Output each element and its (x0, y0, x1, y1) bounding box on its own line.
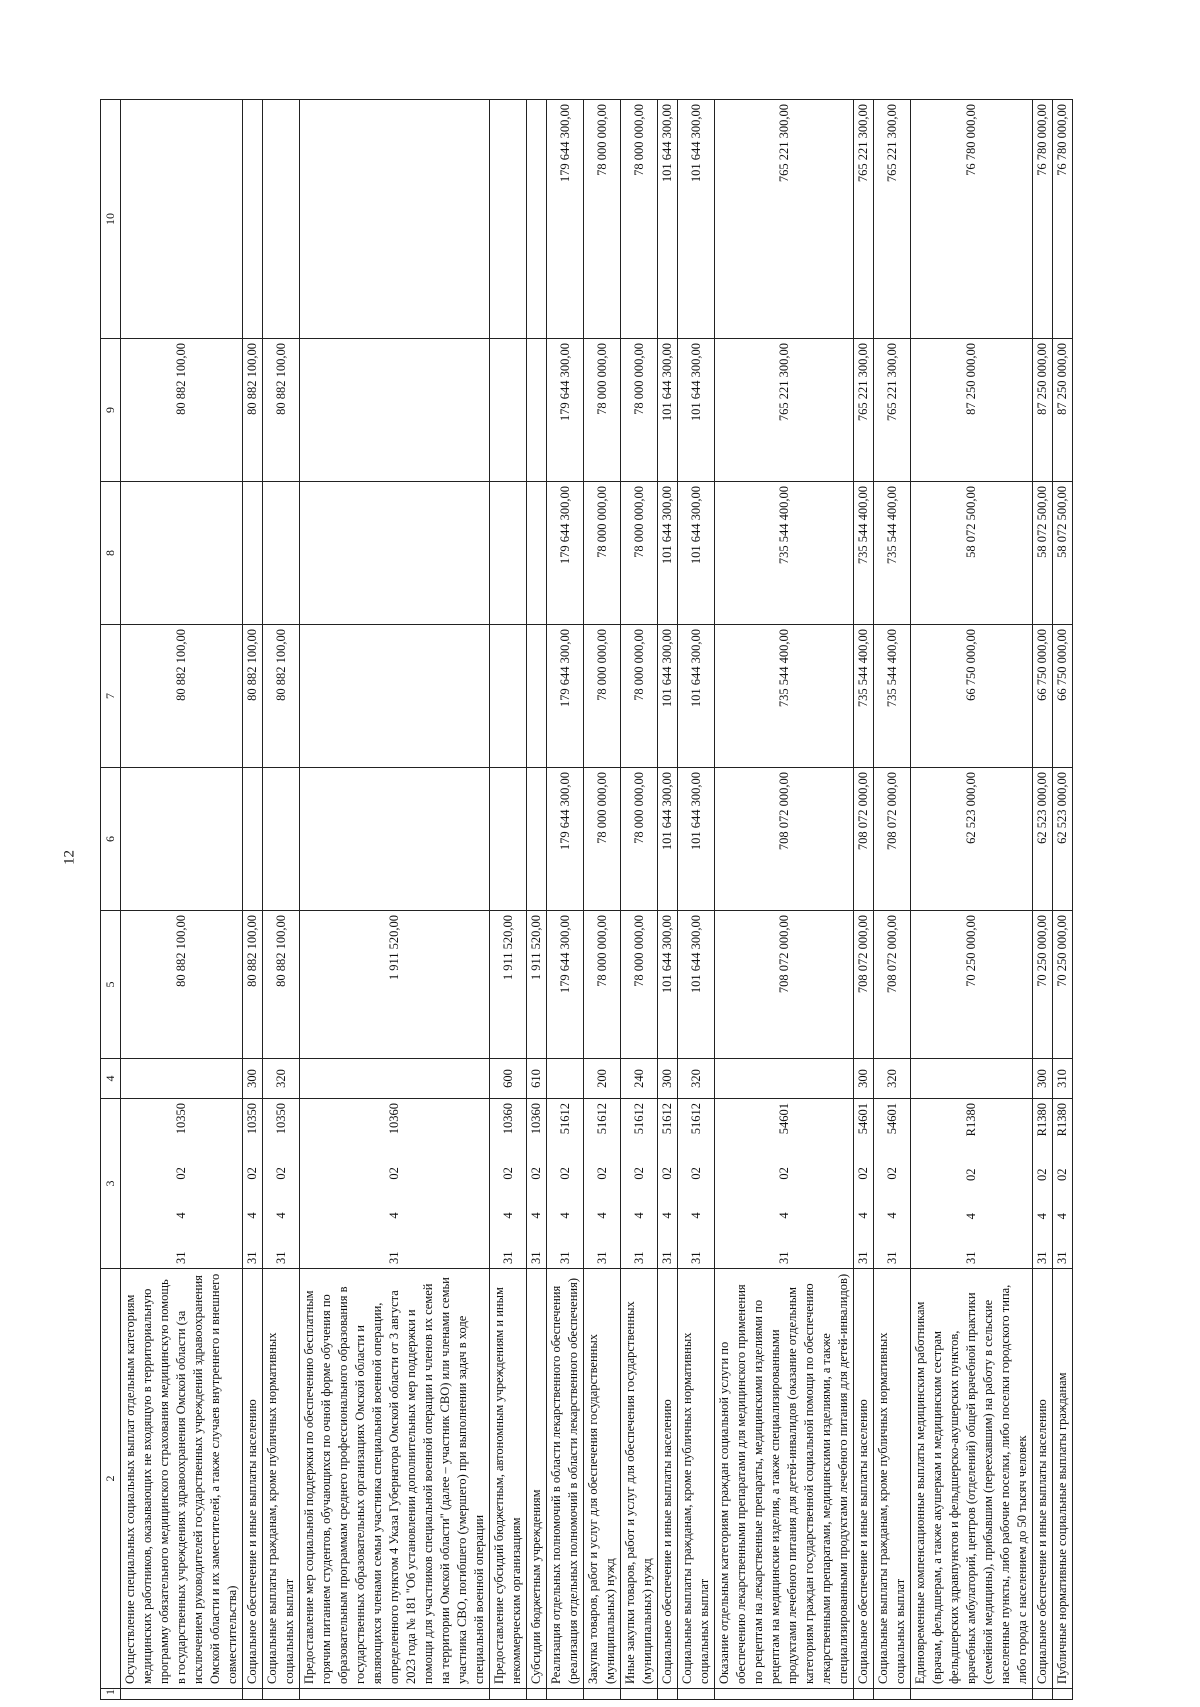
code-part-c3: 02 (387, 1167, 401, 1180)
code-part-c4: 51612 (660, 1103, 674, 1135)
code-part-c4: R1380 (1055, 1103, 1069, 1137)
row-marker-cell (300, 1689, 490, 1700)
row-value-8: 78 000 000,00 (584, 482, 621, 625)
code-part-c4: 10360 (500, 1103, 515, 1135)
row-code (263, 1099, 300, 1269)
table-row (621, 100, 658, 1700)
row-expense-type: 320 (874, 1059, 911, 1099)
code-part-c2: 4 (1055, 1213, 1069, 1220)
row-value-8 (527, 482, 547, 625)
row-value-5: 78 000 000,00 (584, 911, 621, 1059)
row-marker-cell (1033, 1689, 1053, 1700)
page-number: 12 (61, 850, 78, 865)
table-row (874, 100, 911, 1700)
row-value-9: 87 250 000,00 (911, 339, 1033, 482)
header-cell: 7 (101, 625, 121, 768)
row-value-8 (243, 482, 263, 625)
row-expense-type: 310 (1053, 1059, 1073, 1099)
code-part-c3: 02 (529, 1167, 543, 1180)
row-value-6 (263, 768, 300, 911)
row-value-7: 66 750 000,00 (1053, 625, 1073, 768)
row-value-7 (490, 625, 527, 768)
table-row (678, 100, 715, 1700)
row-value-5: 70 250 000,00 (1053, 911, 1073, 1059)
row-marker-cell (121, 1689, 243, 1700)
row-value-9 (527, 339, 547, 482)
header-cell: 4 (101, 1059, 121, 1099)
row-name: Предоставление мер социальной поддержки по обеспечению бесплатным горячим питанием студентов, обучающихся по очной форме обучения по образовательным программам среднего профессионального образования в государственных образовательных организациях Омской области и являющихся членами семьи участника специальной военной операции, определенного пунктом 4 Указа Губернатора Омской области от 3 августа 2023 года № 181 "Об установлении дополнительных мер поддержки и помощи для участников специальной военной операции и членов их семей на территории Омской области" (далее – участник СВО) или членами семьи участника СВО, погибшего (умершего) при выполнении задач в ходе специальной военной операции (300, 1269, 490, 1689)
row-value-10: 76 780 000,00 (911, 100, 1033, 339)
row-value-10: 765 221 300,00 (874, 100, 911, 339)
code-part-c3: 02 (964, 1168, 978, 1181)
row-value-5: 1 911 520,00 (490, 911, 527, 1059)
row-value-10 (300, 100, 490, 339)
row-name: Социальные выплаты гражданам, кроме публичных нормативных социальных выплат (874, 1269, 911, 1689)
row-name: Предоставление субсидий бюджетным, автономным учреждениям и иным некоммерческим организациям (490, 1269, 527, 1689)
code-part-c3: 02 (631, 1167, 646, 1180)
table-row (911, 100, 1033, 1700)
row-value-9 (300, 339, 490, 482)
table-row (1033, 100, 1053, 1700)
row-value-6: 62 523 000,00 (1033, 768, 1053, 911)
row-expense-type: 610 (527, 1059, 547, 1099)
header-cell: 10 (101, 100, 121, 339)
code-part-c2: 4 (174, 1212, 188, 1219)
code-part-c4: 54601 (884, 1103, 899, 1135)
row-value-7: 66 750 000,00 (911, 625, 1033, 768)
code-part-c4: 10350 (174, 1103, 188, 1135)
code-part-c2: 4 (688, 1212, 703, 1219)
row-value-10: 76 780 000,00 (1053, 100, 1073, 339)
row-marker-cell (874, 1689, 911, 1700)
row-marker-cell (527, 1689, 547, 1700)
row-code (854, 1099, 874, 1269)
header-row (101, 100, 121, 1700)
row-value-7 (300, 625, 490, 768)
row-value-8: 78 000 000,00 (621, 482, 658, 625)
row-code (621, 1099, 658, 1269)
row-value-6: 179 644 300,00 (547, 768, 584, 911)
code-part-c1: 31 (273, 1251, 288, 1264)
table-row (1053, 100, 1073, 1700)
row-name: Субсидии бюджетным учреждениям (527, 1269, 547, 1689)
code-part-c1: 31 (964, 1251, 978, 1264)
row-expense-type (547, 1059, 584, 1099)
row-value-7: 735 544 400,00 (874, 625, 911, 768)
row-marker-cell (854, 1689, 874, 1700)
code-part-c3: 02 (884, 1167, 899, 1180)
code-part-c1: 31 (245, 1251, 259, 1264)
row-expense-type: 300 (243, 1059, 263, 1099)
row-value-6: 62 523 000,00 (911, 768, 1033, 911)
row-value-10 (490, 100, 527, 339)
code-part-c4: 51612 (631, 1103, 646, 1135)
row-expense-type: 300 (658, 1059, 678, 1099)
row-value-5: 70 250 000,00 (911, 911, 1033, 1059)
code-part-c2: 4 (776, 1212, 791, 1219)
code-part-c2: 4 (245, 1212, 259, 1219)
code-part-c4: 51612 (688, 1103, 703, 1135)
row-expense-type: 320 (678, 1059, 715, 1099)
code-part-c2: 4 (273, 1212, 288, 1219)
code-part-c4: 51612 (594, 1103, 609, 1135)
row-code (1033, 1099, 1053, 1269)
row-value-7: 80 882 100,00 (243, 625, 263, 768)
code-part-c1: 31 (594, 1251, 609, 1264)
row-value-6: 101 644 300,00 (658, 768, 678, 911)
code-part-c4: 10350 (273, 1103, 288, 1135)
row-name: Социальное обеспечение и иные выплаты населению (243, 1269, 263, 1689)
row-value-6: 708 072 000,00 (854, 768, 874, 911)
row-code (584, 1099, 621, 1269)
code-part-c2: 4 (660, 1212, 674, 1219)
row-code (527, 1099, 547, 1269)
row-value-5: 80 882 100,00 (263, 911, 300, 1059)
row-code (1053, 1099, 1073, 1269)
row-expense-type: 320 (263, 1059, 300, 1099)
header-cell: 5 (101, 911, 121, 1059)
code-part-c1: 31 (660, 1251, 674, 1264)
row-value-10: 78 000 000,00 (584, 100, 621, 339)
code-part-c1: 31 (557, 1251, 572, 1264)
row-value-9: 80 882 100,00 (263, 339, 300, 482)
row-value-9: 101 644 300,00 (678, 339, 715, 482)
row-value-9: 78 000 000,00 (584, 339, 621, 482)
row-value-10: 101 644 300,00 (658, 100, 678, 339)
row-name: Социальные выплаты гражданам, кроме публичных нормативных социальных выплат (678, 1269, 715, 1689)
row-value-5: 101 644 300,00 (658, 911, 678, 1059)
row-value-10 (121, 100, 243, 339)
code-part-c3: 02 (856, 1167, 870, 1180)
row-value-6: 708 072 000,00 (715, 768, 854, 911)
row-value-5: 179 644 300,00 (547, 911, 584, 1059)
row-marker-cell (621, 1689, 658, 1700)
row-code (715, 1099, 854, 1269)
table-body (101, 100, 1073, 1700)
row-code (911, 1099, 1033, 1269)
row-value-6: 78 000 000,00 (621, 768, 658, 911)
row-code (300, 1099, 490, 1269)
code-part-c2: 4 (964, 1213, 978, 1220)
row-name: Закупка товаров, работ и услуг для обеспечения государственных (муниципальных) нужд (584, 1269, 621, 1689)
row-value-9: 765 221 300,00 (874, 339, 911, 482)
row-expense-type: 240 (621, 1059, 658, 1099)
row-value-10 (527, 100, 547, 339)
row-expense-type (715, 1059, 854, 1099)
row-value-8 (263, 482, 300, 625)
row-value-5: 1 911 520,00 (300, 911, 490, 1059)
row-value-10: 765 221 300,00 (715, 100, 854, 339)
row-marker-cell (715, 1689, 854, 1700)
row-value-8: 735 544 400,00 (715, 482, 854, 625)
code-part-c3: 02 (500, 1167, 515, 1180)
row-value-5: 78 000 000,00 (621, 911, 658, 1059)
row-value-6 (243, 768, 263, 911)
row-code (547, 1099, 584, 1269)
row-value-8 (490, 482, 527, 625)
row-value-5: 80 882 100,00 (243, 911, 263, 1059)
code-part-c4: R1380 (1035, 1103, 1049, 1137)
row-value-7: 101 644 300,00 (678, 625, 715, 768)
row-value-5: 708 072 000,00 (854, 911, 874, 1059)
row-value-9: 78 000 000,00 (621, 339, 658, 482)
row-value-10: 179 644 300,00 (547, 100, 584, 339)
row-value-8: 179 644 300,00 (547, 482, 584, 625)
row-value-7: 101 644 300,00 (658, 625, 678, 768)
row-expense-type: 300 (854, 1059, 874, 1099)
header-cell: 2 (101, 1269, 121, 1689)
row-value-9: 179 644 300,00 (547, 339, 584, 482)
row-value-10 (263, 100, 300, 339)
row-marker-cell (584, 1689, 621, 1700)
row-value-6: 708 072 000,00 (874, 768, 911, 911)
code-part-c1: 31 (529, 1251, 543, 1264)
row-value-6 (121, 768, 243, 911)
row-name: Осуществление специальных социальных выплат отдельным категориям медицинских работников, оказывающих не входящую в территориальную программу обязательного медицинского страхования медицинскую помощь в государственных учреждениях здравоохранения Омской области (за исключением руководителей государственных учреждений здравоохранения Омской области и их заместителей, а также случаев внутреннего и внешнего совместительства) (121, 1269, 243, 1689)
row-value-9: 101 644 300,00 (658, 339, 678, 482)
code-part-c3: 02 (1055, 1168, 1069, 1181)
row-expense-type: 200 (584, 1059, 621, 1099)
code-part-c4: 54601 (856, 1103, 870, 1135)
row-marker-cell (490, 1689, 527, 1700)
row-code (678, 1099, 715, 1269)
row-expense-type (911, 1059, 1033, 1099)
row-value-8: 101 644 300,00 (658, 482, 678, 625)
header-cell: 9 (101, 339, 121, 482)
row-value-5: 80 882 100,00 (121, 911, 243, 1059)
code-part-c3: 02 (557, 1167, 572, 1180)
row-expense-type (121, 1059, 243, 1099)
row-expense-type (300, 1059, 490, 1099)
code-part-c1: 31 (856, 1251, 870, 1264)
table-row (715, 100, 854, 1700)
code-part-c2: 4 (529, 1212, 543, 1219)
header-cell: 1 (101, 1689, 121, 1700)
row-code (874, 1099, 911, 1269)
row-value-6 (490, 768, 527, 911)
table-row (658, 100, 678, 1700)
table-row (490, 100, 527, 1700)
code-part-c1: 31 (387, 1251, 401, 1264)
table-row (584, 100, 621, 1700)
code-part-c1: 31 (884, 1251, 899, 1264)
code-part-c3: 02 (174, 1167, 188, 1180)
row-value-9: 87 250 000,00 (1053, 339, 1073, 482)
code-part-c2: 4 (884, 1212, 899, 1219)
row-name: Социальное обеспечение и иные выплаты населению (1033, 1269, 1053, 1689)
row-value-7: 66 750 000,00 (1033, 625, 1053, 768)
row-name: Единовременные компенсационные выплаты медицинским работникам (врачам, фельдшерам, а также акушеркам и медицинским сестрам фельдшерских здравпунктов и фельдшерско-акушерских пунктов, врачебных амбулаторий, центров (отделений) общей врачебной практики (семейной медицины), прибывшим (переехавшим) на работу в сельские населенные пункты, либо рабочие поселки, либо поселки городского типа, либо города с населением до 50 тысяч человек (911, 1269, 1033, 1689)
row-value-6: 101 644 300,00 (678, 768, 715, 911)
code-part-c3: 02 (273, 1167, 288, 1180)
row-value-8: 58 072 500,00 (1033, 482, 1053, 625)
code-part-c3: 02 (660, 1167, 674, 1180)
row-code (658, 1099, 678, 1269)
row-marker-cell (678, 1689, 715, 1700)
budget-table-rotated (100, 100, 1115, 1700)
row-marker-cell (547, 1689, 584, 1700)
row-code (243, 1099, 263, 1269)
code-part-c4: 54601 (776, 1103, 791, 1135)
row-value-5: 1 911 520,00 (527, 911, 547, 1059)
code-part-c4: 10350 (245, 1103, 259, 1135)
row-value-10: 76 780 000,00 (1033, 100, 1053, 339)
row-code (121, 1099, 243, 1269)
row-value-6: 62 523 000,00 (1053, 768, 1073, 911)
code-part-c3: 02 (245, 1167, 259, 1180)
row-value-10: 101 644 300,00 (678, 100, 715, 339)
code-part-c2: 4 (557, 1212, 572, 1219)
row-value-7: 735 544 400,00 (854, 625, 874, 768)
row-name: Оказание отдельным категориям граждан социальной услуги по обеспечению лекарственными препаратами для медицинского применения по рецептам на лекарственные препараты, медицинскими изделиями по рецептам на медицинские изделия, а также специализированными продуктами лечебного питания для детей-инвалидов (оказание отдельным категориям граждан государственной социальной помощи по обеспечению лекарственными препаратами, медицинскими изделиями, а также специализированными продуктами лечебного питания для детей-инвалидов) (715, 1269, 854, 1689)
code-part-c1: 31 (776, 1251, 791, 1264)
row-value-5: 101 644 300,00 (678, 911, 715, 1059)
row-value-8 (121, 482, 243, 625)
row-expense-type: 600 (490, 1059, 527, 1099)
row-code (490, 1099, 527, 1269)
code-part-c1: 31 (1035, 1251, 1049, 1264)
row-value-10: 765 221 300,00 (854, 100, 874, 339)
row-name: Реализация отдельных полномочий в области лекарственного обеспечения (реализация отдельных полномочий в области лекарственного обеспечения) (547, 1269, 584, 1689)
table-row (121, 100, 243, 1700)
code-part-c2: 4 (856, 1212, 870, 1219)
code-part-c4: 10360 (529, 1103, 543, 1135)
row-value-6 (300, 768, 490, 911)
row-value-9: 80 882 100,00 (243, 339, 263, 482)
row-value-5: 70 250 000,00 (1033, 911, 1053, 1059)
code-part-c2: 4 (594, 1212, 609, 1219)
table-row (547, 100, 584, 1700)
code-part-c1: 31 (174, 1251, 188, 1264)
row-value-6 (527, 768, 547, 911)
row-name: Социальные выплаты гражданам, кроме публичных нормативных социальных выплат (263, 1269, 300, 1689)
row-name: Социальное обеспечение и иные выплаты населению (854, 1269, 874, 1689)
row-value-8: 735 544 400,00 (854, 482, 874, 625)
code-part-c1: 31 (1055, 1251, 1069, 1264)
row-value-7: 80 882 100,00 (121, 625, 243, 768)
code-part-c2: 4 (387, 1212, 401, 1219)
code-part-c3: 02 (1035, 1168, 1049, 1181)
row-marker-cell (243, 1689, 263, 1700)
row-value-10 (243, 100, 263, 339)
row-name: Иные закупки товаров, работ и услуг для обеспечения государственных (муниципальных) нужд (621, 1269, 658, 1689)
row-marker-cell (658, 1689, 678, 1700)
code-part-c3: 02 (688, 1167, 703, 1180)
code-part-c1: 31 (688, 1251, 703, 1264)
row-value-8: 58 072 500,00 (1053, 482, 1073, 625)
row-name: Социальное обеспечение и иные выплаты населению (658, 1269, 678, 1689)
code-part-c4: R1380 (964, 1103, 978, 1137)
row-value-6: 78 000 000,00 (584, 768, 621, 911)
code-part-c1: 31 (631, 1251, 646, 1264)
row-value-8: 735 544 400,00 (874, 482, 911, 625)
row-marker-cell (263, 1689, 300, 1700)
code-part-c4: 10360 (387, 1103, 401, 1135)
code-part-c4: 51612 (557, 1103, 572, 1135)
row-value-7: 735 544 400,00 (715, 625, 854, 768)
row-value-7: 78 000 000,00 (584, 625, 621, 768)
header-cell: 8 (101, 482, 121, 625)
code-part-c1: 31 (500, 1251, 515, 1264)
table-row (854, 100, 874, 1700)
table-row (263, 100, 300, 1700)
row-value-7: 80 882 100,00 (263, 625, 300, 768)
row-value-8: 101 644 300,00 (678, 482, 715, 625)
row-value-8 (300, 482, 490, 625)
row-value-9: 80 882 100,00 (121, 339, 243, 482)
code-part-c2: 4 (631, 1212, 646, 1219)
row-name: Публичные нормативные социальные выплаты гражданам (1053, 1269, 1073, 1689)
row-value-5: 708 072 000,00 (715, 911, 854, 1059)
row-value-9: 765 221 300,00 (854, 339, 874, 482)
row-expense-type: 300 (1033, 1059, 1053, 1099)
code-part-c2: 4 (500, 1212, 515, 1219)
table-row (243, 100, 263, 1700)
row-value-7 (527, 625, 547, 768)
row-value-7: 78 000 000,00 (621, 625, 658, 768)
table-row (527, 100, 547, 1700)
row-value-9: 765 221 300,00 (715, 339, 854, 482)
row-marker-cell (911, 1689, 1033, 1700)
table-row (300, 100, 490, 1700)
code-part-c2: 4 (1035, 1213, 1049, 1220)
row-marker-cell (1053, 1689, 1073, 1700)
budget-table (100, 99, 1073, 1700)
row-value-9: 87 250 000,00 (1033, 339, 1053, 482)
code-part-c3: 02 (776, 1167, 791, 1180)
row-value-9 (490, 339, 527, 482)
code-part-c3: 02 (594, 1167, 609, 1180)
row-value-10: 78 000 000,00 (621, 100, 658, 339)
header-cell: 3 (101, 1099, 121, 1269)
header-cell: 6 (101, 768, 121, 911)
row-value-7: 179 644 300,00 (547, 625, 584, 768)
row-value-5: 708 072 000,00 (874, 911, 911, 1059)
row-value-8: 58 072 500,00 (911, 482, 1033, 625)
